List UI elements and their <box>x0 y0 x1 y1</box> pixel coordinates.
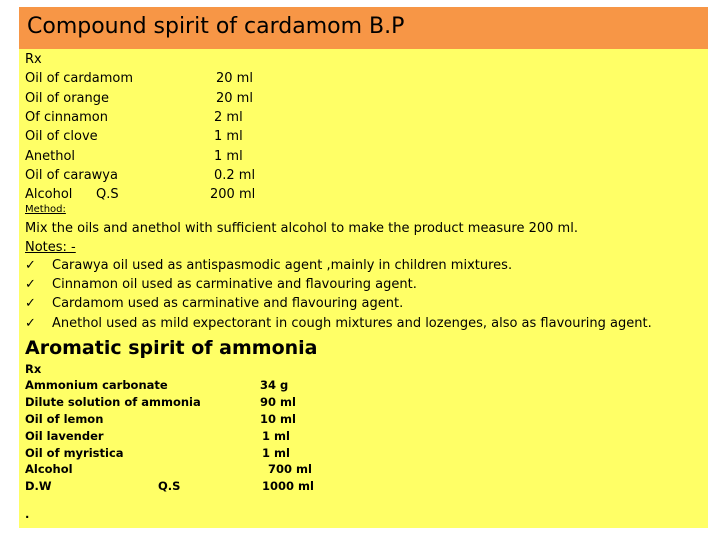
ingredient-name: Oil of myristica <box>25 446 124 460</box>
ingredient-amount: 200 ml <box>210 187 256 202</box>
ingredient-name: Ammonium carbonate <box>25 378 168 392</box>
ingredient-name: Oil of orange <box>25 91 110 106</box>
ingredient-name: Oil of cardamom <box>25 71 133 86</box>
ingredient-amount: 1000 ml <box>262 479 314 493</box>
method-text: Mix the oils and anethol with sufficient alcohol to make the product measure 200 ml. <box>25 221 578 236</box>
ingredient-name: Anethol <box>25 149 76 164</box>
note-item: Carawya oil used as antispasmodic agent ,mainly in children mixtures. <box>52 258 513 273</box>
ingredient-amount: 2 ml <box>214 110 243 125</box>
note-item: Anethol used as mild expectorant in cough mixtures and lozenges, also as flavouring agent. <box>52 316 652 331</box>
ingredient-name: Dilute solution of ammonia <box>25 395 201 409</box>
note-item: Cinnamon oil used as carminative and flavouring agent. <box>52 277 417 292</box>
ingredient-amount: 1 ml <box>214 149 243 164</box>
rx-label: Rx <box>25 52 42 67</box>
ingredient-amount: 90 ml <box>260 395 296 409</box>
ingredient-amount: 1 ml <box>214 129 243 144</box>
ingredient-amount: 34 g <box>260 378 289 392</box>
ingredient-name: Oil of lemon <box>25 412 104 426</box>
section-heading: Aromatic spirit of ammonia <box>25 337 318 359</box>
check-icon: ✓ <box>25 316 36 331</box>
note-item: Cardamom used as carminative and flavouring agent. <box>52 296 404 311</box>
ingredient-name: Of cinnamon <box>25 110 109 125</box>
ingredient-name: Oil lavender <box>25 429 104 443</box>
ingredient-qs: Q.S <box>158 479 181 493</box>
method-label: Method: <box>25 204 66 215</box>
check-icon: ✓ <box>25 277 36 292</box>
page-title: Compound spirit of cardamom B.P <box>27 14 405 39</box>
check-icon: ✓ <box>25 258 36 273</box>
ingredient-amount: 1 ml <box>262 429 290 443</box>
ingredient-qs: Q.S <box>96 187 119 202</box>
check-icon: ✓ <box>25 296 36 311</box>
ingredient-amount: 1 ml <box>262 446 290 460</box>
trailing-dot: . <box>25 507 30 521</box>
ingredient-amount: 20 ml <box>216 91 253 106</box>
ingredient-name: Alcohol <box>25 187 73 202</box>
ingredient-amount: 700 ml <box>268 462 312 476</box>
ingredient-name: D.W <box>25 479 52 493</box>
ingredient-name: Alcohol <box>25 462 73 476</box>
ingredient-amount: 20 ml <box>216 71 253 86</box>
ingredient-amount: 10 ml <box>260 412 296 426</box>
notes-label: Notes: - <box>25 240 76 255</box>
ingredient-name: Oil of clove <box>25 129 98 144</box>
rx-label: Rx <box>25 362 42 376</box>
ingredient-name: Oil of carawya <box>25 168 118 183</box>
ingredient-amount: 0.2 ml <box>214 168 256 183</box>
